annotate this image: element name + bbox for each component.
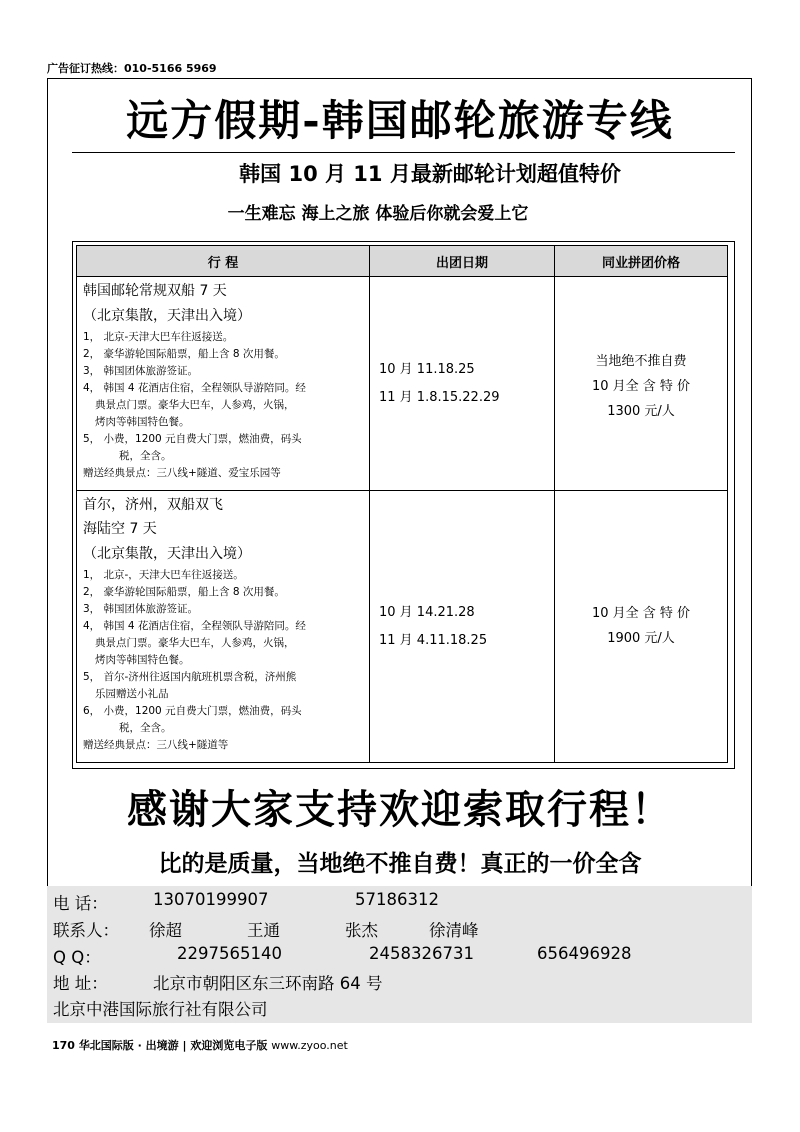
- route-item: 3， 韩国团体旅游签证。: [83, 603, 199, 615]
- date-line: 10 月 14.21.28: [379, 605, 475, 620]
- route-subtitle: （北京集散，天津出入境）: [83, 308, 251, 324]
- phone-number: 13070199907: [153, 890, 269, 909]
- route-title: 首尔，济州，双船双飞: [83, 497, 223, 513]
- route-subtitle: （北京集散，天津出入境）: [83, 546, 251, 562]
- column-divider: [554, 246, 555, 762]
- header-route: 行 程: [77, 246, 369, 276]
- route-gift: 赠送经典景点：三八线+隧道、爱宝乐园等: [83, 467, 281, 479]
- price-line: 10 月全 含 特 价: [591, 379, 691, 394]
- footer-welcome: 欢迎浏览电子版: [190, 1039, 268, 1052]
- table-row-route: [83, 493, 365, 753]
- thanks-slogan: 感谢大家支持欢迎索取行程！: [127, 786, 673, 833]
- column-divider: [369, 246, 370, 762]
- route-item: 5， 小费，1200 元自费大门票，燃油费，码头: [83, 433, 302, 445]
- date-line: 11 月 4.11.18.25: [379, 633, 488, 648]
- table-row-price: [555, 349, 727, 424]
- route-title: 韩国邮轮常规双船 7 天: [83, 283, 227, 299]
- phone-number: 57186312: [355, 890, 439, 909]
- route-item: 2， 豪华游轮国际船票，船上含 8 次用餐。: [83, 586, 285, 598]
- row-divider: [77, 490, 727, 491]
- row-divider: [77, 276, 727, 277]
- header-price: 同业拼团价格: [555, 246, 727, 276]
- header-dates: 出团日期: [370, 246, 554, 276]
- address-label: 地 址：: [53, 974, 108, 993]
- date-line: 10 月 11.18.25: [379, 362, 475, 377]
- route-item: 税，全含。: [119, 722, 172, 734]
- person-label: 联系人：: [53, 921, 119, 940]
- table-row-route: [83, 279, 365, 481]
- contact-person: 徐清峰: [429, 921, 479, 940]
- table-row-dates: [379, 356, 500, 412]
- route-item: 典景点门票。豪华大巴车，人参鸡，火锅，: [95, 637, 295, 649]
- main-title: 远方假期-韩国邮轮旅游专线: [126, 96, 674, 145]
- footer-separator: |: [182, 1039, 187, 1052]
- page-number: 170: [52, 1039, 75, 1052]
- title-divider: [72, 152, 735, 153]
- price-line: 1300 元/人: [607, 404, 675, 419]
- table-row-dates: [379, 599, 487, 655]
- itinerary-table: [76, 245, 728, 763]
- promo-tagline: 一生难忘 海上之旅 体验后你就会爱上它: [227, 204, 529, 224]
- qq-label: Q Q：: [53, 948, 101, 967]
- route-item: 1， 北京-，天津大巴车往返接送。: [83, 569, 244, 581]
- route-item: 1， 北京-天津大巴车往返接送。: [83, 331, 234, 343]
- address-text: 北京市朝阳区东三环南路 64 号: [153, 974, 383, 993]
- route-item: 4， 韩国 4 花酒店住宿，全程领队导游陪同。经: [83, 620, 306, 632]
- date-line: 11 月 1.8.15.22.29: [379, 390, 500, 405]
- qq-number: 656496928: [537, 944, 632, 963]
- route-item: 税，全含。: [119, 450, 172, 462]
- table-row-price: [555, 601, 727, 651]
- route-item: 2， 豪华游轮国际船票，船上含 8 次用餐。: [83, 348, 285, 360]
- qq-number: 2297565140: [177, 944, 282, 963]
- route-item: 6， 小费，1200 元自费大门票，燃油费，码头: [83, 705, 302, 717]
- ad-hotline: 广告征订热线：010-5166 5969: [47, 62, 217, 75]
- page-footer: [52, 1037, 348, 1053]
- route-item: 3， 韩国团体旅游签证。: [83, 365, 199, 377]
- website-link[interactable]: www.zyoo.net: [271, 1039, 348, 1052]
- price-line: 10 月全 含 特 价: [591, 606, 691, 621]
- route-item: 烤肉等韩国特色餐。: [95, 654, 190, 666]
- phone-label: 电 话：: [53, 894, 108, 913]
- quality-slogan: 比的是质量，当地绝不推自费！真正的一价全含: [158, 851, 642, 877]
- contact-panel: [47, 886, 752, 1023]
- contact-person: 张杰: [345, 921, 378, 940]
- qq-number: 2458326731: [369, 944, 474, 963]
- route-item: 5， 首尔-济州往返国内航班机票含税，济州熊: [83, 671, 297, 683]
- route-gift: 赠送经典景点：三八线+隧道等: [83, 739, 229, 751]
- company-name: 北京中港国际旅行社有限公司: [53, 1000, 268, 1019]
- route-item: 典景点门票。豪华大巴车，人参鸡，火锅，: [95, 399, 295, 411]
- promo-subtitle: 韩国 10 月 11 月最新邮轮计划超值特价: [239, 162, 621, 186]
- publication-name: 华北国际版 · 出境游: [78, 1039, 179, 1052]
- contact-person: 王通: [247, 921, 280, 940]
- route-item: 乐园赠送小礼品: [95, 688, 169, 700]
- route-item: 烤肉等韩国特色餐。: [95, 416, 190, 428]
- price-line: 1900 元/人: [607, 631, 675, 646]
- route-title-2: 海陆空 7 天: [83, 521, 157, 537]
- price-line: 当地绝不推自费: [595, 354, 687, 369]
- contact-person: 徐超: [149, 921, 182, 940]
- route-item: 4， 韩国 4 花酒店住宿，全程领队导游陪同。经: [83, 382, 306, 394]
